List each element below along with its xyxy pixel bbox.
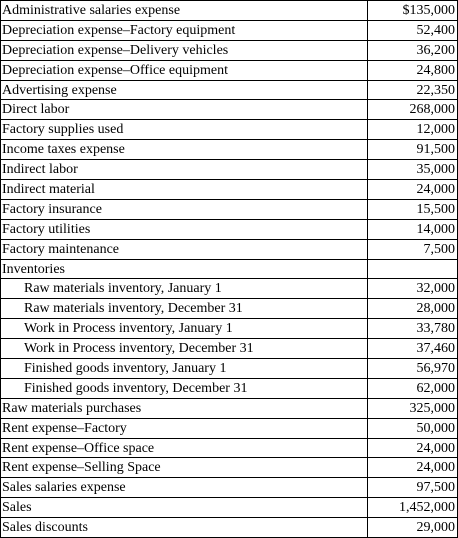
table-row bbox=[1, 199, 458, 219]
table-row bbox=[1, 398, 458, 418]
account-name-cell: Rent expense–Selling Space bbox=[1, 458, 368, 478]
account-name-cell: Sales discounts bbox=[1, 518, 368, 538]
table-row bbox=[1, 40, 458, 60]
account-name-cell: Factory insurance bbox=[1, 199, 368, 219]
table-row bbox=[1, 478, 458, 498]
account-name-cell: Depreciation expense–Delivery vehicles bbox=[1, 40, 368, 60]
account-name-cell: Rent expense–Office space bbox=[1, 438, 368, 458]
account-name-cell: Indirect labor bbox=[1, 160, 368, 180]
table-row bbox=[1, 339, 458, 359]
table-row bbox=[1, 319, 458, 339]
account-name-cell: Depreciation expense–Office equipment bbox=[1, 60, 368, 80]
amount-cell: 24,000 bbox=[368, 458, 458, 478]
amount-cell: $135,000 bbox=[368, 1, 458, 21]
table-row bbox=[1, 359, 458, 379]
account-name-cell: Factory maintenance bbox=[1, 239, 368, 259]
account-name-cell: Factory supplies used bbox=[1, 120, 368, 140]
amount-cell bbox=[368, 259, 458, 279]
amount-cell: 97,500 bbox=[368, 478, 458, 498]
amount-cell: 22,350 bbox=[368, 80, 458, 100]
amount-cell: 52,400 bbox=[368, 20, 458, 40]
amount-cell: 28,000 bbox=[368, 299, 458, 319]
account-name-cell: Indirect material bbox=[1, 180, 368, 200]
table-row bbox=[1, 378, 458, 398]
amount-cell: 325,000 bbox=[368, 398, 458, 418]
account-name-cell: Inventories bbox=[1, 259, 368, 279]
table-row bbox=[1, 299, 458, 319]
table-row bbox=[1, 100, 458, 120]
amount-cell: 36,200 bbox=[368, 40, 458, 60]
account-name-cell: Income taxes expense bbox=[1, 140, 368, 160]
amount-cell: 268,000 bbox=[368, 100, 458, 120]
account-balances-body bbox=[1, 1, 458, 538]
account-name-cell: Administrative salaries expense bbox=[1, 1, 368, 21]
account-name-cell: Finished goods inventory, January 1 bbox=[1, 359, 368, 379]
table-row bbox=[1, 80, 458, 100]
amount-cell: 56,970 bbox=[368, 359, 458, 379]
amount-cell: 24,800 bbox=[368, 60, 458, 80]
account-name-cell: Factory utilities bbox=[1, 219, 368, 239]
account-name-cell: Finished goods inventory, December 31 bbox=[1, 378, 368, 398]
account-name-cell: Raw materials inventory, January 1 bbox=[1, 279, 368, 299]
account-name-cell: Advertising expense bbox=[1, 80, 368, 100]
amount-cell: 91,500 bbox=[368, 140, 458, 160]
table-row bbox=[1, 219, 458, 239]
table-row bbox=[1, 438, 458, 458]
table-row bbox=[1, 140, 458, 160]
account-name-cell: Rent expense–Factory bbox=[1, 418, 368, 438]
table-row bbox=[1, 458, 458, 478]
table-row bbox=[1, 418, 458, 438]
table-row bbox=[1, 239, 458, 259]
amount-cell: 62,000 bbox=[368, 378, 458, 398]
amount-cell: 24,000 bbox=[368, 438, 458, 458]
amount-cell: 37,460 bbox=[368, 339, 458, 359]
table-row bbox=[1, 259, 458, 279]
table-row bbox=[1, 1, 458, 21]
account-name-cell: Raw materials inventory, December 31 bbox=[1, 299, 368, 319]
account-name-cell: Work in Process inventory, January 1 bbox=[1, 319, 368, 339]
account-name-cell: Raw materials purchases bbox=[1, 398, 368, 418]
table-row bbox=[1, 180, 458, 200]
table-row bbox=[1, 60, 458, 80]
table-row bbox=[1, 498, 458, 518]
table-row bbox=[1, 120, 458, 140]
account-name-cell: Sales salaries expense bbox=[1, 478, 368, 498]
amount-cell: 14,000 bbox=[368, 219, 458, 239]
account-name-cell: Work in Process inventory, December 31 bbox=[1, 339, 368, 359]
table-row bbox=[1, 20, 458, 40]
amount-cell: 33,780 bbox=[368, 319, 458, 339]
amount-cell: 32,000 bbox=[368, 279, 458, 299]
table-row bbox=[1, 160, 458, 180]
amount-cell: 1,452,000 bbox=[368, 498, 458, 518]
account-name-cell: Depreciation expense–Factory equipment bbox=[1, 20, 368, 40]
table-row bbox=[1, 279, 458, 299]
amount-cell: 35,000 bbox=[368, 160, 458, 180]
amount-cell: 15,500 bbox=[368, 199, 458, 219]
table-row bbox=[1, 518, 458, 538]
amount-cell: 12,000 bbox=[368, 120, 458, 140]
amount-cell: 24,000 bbox=[368, 180, 458, 200]
account-name-cell: Direct labor bbox=[1, 100, 368, 120]
amount-cell: 29,000 bbox=[368, 518, 458, 538]
account-name-cell: Sales bbox=[1, 498, 368, 518]
amount-cell: 7,500 bbox=[368, 239, 458, 259]
amount-cell: 50,000 bbox=[368, 418, 458, 438]
